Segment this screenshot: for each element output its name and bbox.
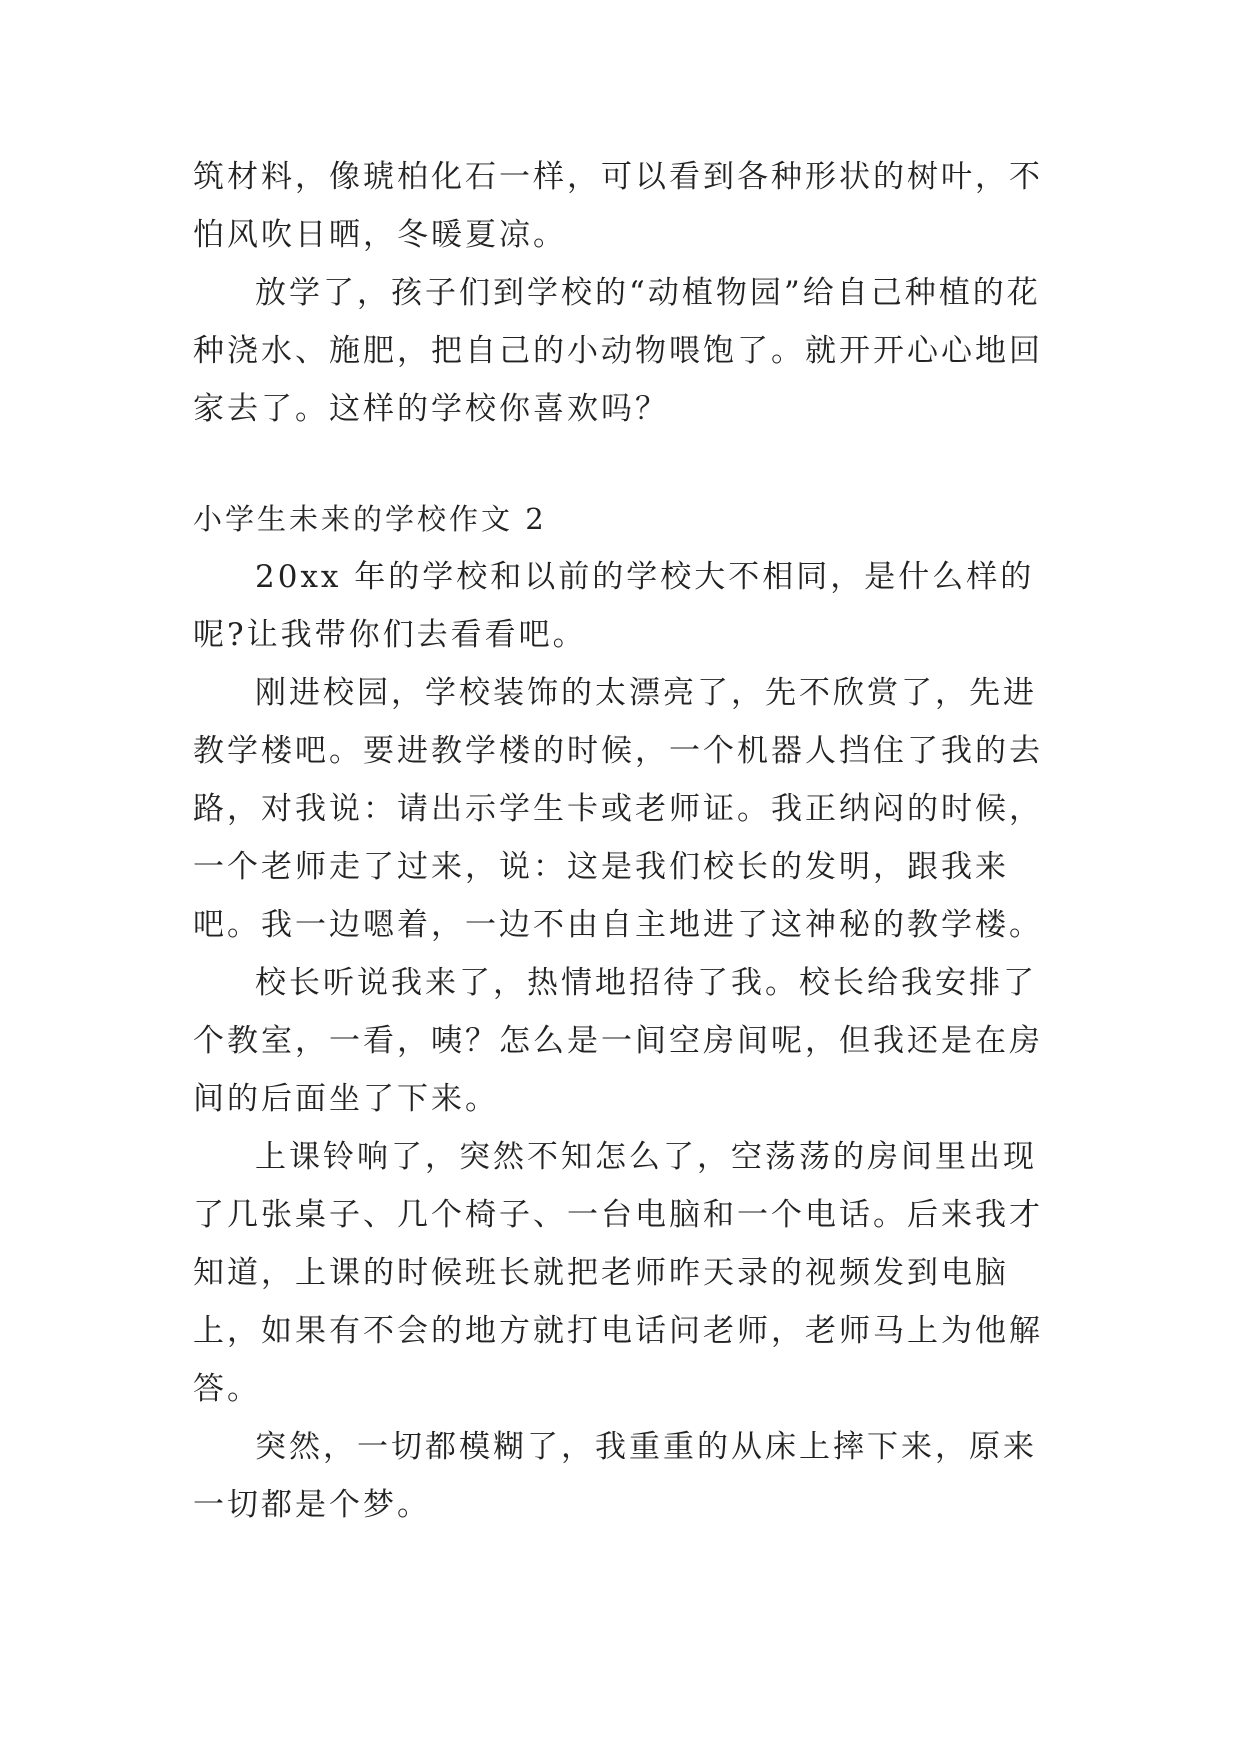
continued-paragraph: 筑材料，像琥柏化石一样，可以看到各种形状的树叶，不怕风吹日晒，冬暖夏凉。 — [193, 159, 1043, 253]
document-body — [193, 148, 1055, 1534]
paragraph: 突然，一切都模糊了，我重重的从床上摔下来，原来一切都是个梦。 — [193, 1429, 1037, 1523]
essay-title: 小学生未来的学校作文 2 — [193, 502, 547, 536]
paragraph: 上课铃响了，突然不知怎么了，空荡荡的房间里出现了几张桌子、几个椅子、一台电脑和一个电话。后来我才知道，上课的时候班长就把老师昨天录的视频发到电脑上，如果有不会的地方就打电话问老师，老师马上为他解答。 — [193, 1139, 1043, 1407]
paragraph: 刚进校园，学校装饰的太漂亮了，先不欣赏了，先进教学楼吧。要进教学楼的时候，一个机器人挡住了我的去路，对我说：请出示学生卡或老师证。我正纳闷的时候，一个老师走了过来，说：这是我们校长的发明，跟我来吧。我一边嗯着，一边不由自主地进了这神秘的教学楼。 — [193, 675, 1043, 943]
paragraph: 20xx 年的学校和以前的学校大不相同，是什么样的呢?让我带你们去看看吧。 — [193, 559, 1035, 653]
paragraph: 校长听说我来了，热情地招待了我。校长给我安排了个教室，一看，咦？怎么是一间空房间呢，但我还是在房间的后面坐了下来。 — [193, 965, 1043, 1117]
paragraph: 放学了，孩子们到学校的“动植物园”给自己种植的花种浇水、施肥，把自己的小动物喂饱了。就开开心心地回家去了。这样的学校你喜欢吗？ — [193, 275, 1043, 427]
